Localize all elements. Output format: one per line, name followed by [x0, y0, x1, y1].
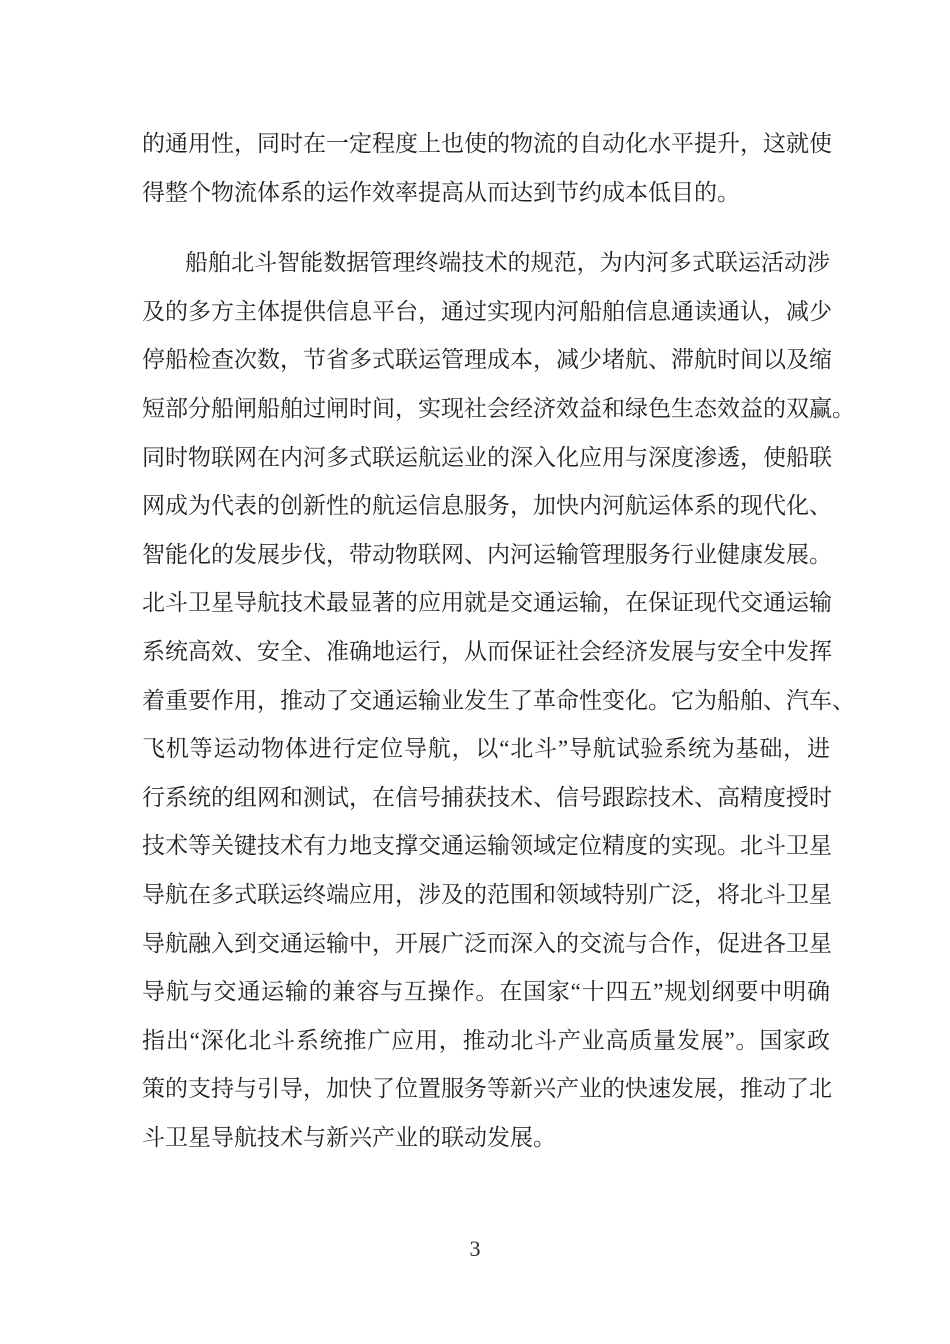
text-line: 智能化的发展步伐，带动物联网、内河运输管理服务行业健康发展。	[142, 541, 832, 567]
text-line: 及的多方主体提供信息平台，通过实现内河船舶信息通读通认，减少	[142, 298, 832, 324]
text-line: 得整个物流体系的运作效率提高从而达到节约成本低目的。	[142, 179, 740, 205]
text-line: 导航融入到交通运输中，开展广泛而深入的交流与合作，促进各卫星	[142, 930, 832, 956]
text-line: 飞机等运动物体进行定位导航，以“北斗”导航试验系统为基础，进	[142, 736, 830, 762]
text-line: 斗卫星导航技术与新兴产业的联动发展。	[142, 1124, 556, 1150]
text-line: 行系统的组网和测试，在信号捕获技术、信号跟踪技术、高精度授时	[142, 784, 832, 810]
text-line: 网成为代表的创新性的航运信息服务，加快内河航运体系的现代化、	[142, 493, 832, 519]
text-line: 北斗卫星导航技术最显著的应用就是交通运输，在保证现代交通运输	[142, 590, 832, 616]
text-line: 同时物联网在内河多式联运航运业的深入化应用与深度渗透，使船联	[142, 444, 832, 470]
text-line: 导航在多式联运终端应用，涉及的范围和领域特别广泛，将北斗卫星	[142, 881, 832, 907]
text-line: 指出“深化北斗系统推广应用，推动北斗产业高质量发展”。国家政	[142, 1027, 830, 1053]
body-text	[142, 120, 855, 1162]
text-line: 技术等关键技术有力地支撑交通运输领域定位精度的实现。北斗卫星	[142, 833, 832, 859]
paragraph-2	[142, 239, 855, 1162]
text-line: 停船检查次数，节省多式联运管理成本，减少堵航、滞航时间以及缩	[142, 347, 832, 373]
text-line: 策的支持与引导，加快了位置服务等新兴产业的快速发展，推动了北	[142, 1076, 832, 1102]
text-line: 短部分船闸船舶过闸时间，实现社会经济效益和绿色生态效益的双赢。	[142, 395, 855, 421]
page-number: 3	[469, 1236, 481, 1261]
text-line: 的通用性，同时在一定程度上也使的物流的自动化水平提升，这就使	[142, 131, 832, 156]
paragraph-1	[142, 120, 830, 217]
text-line: 导航与交通运输的兼容与互操作。在国家“十四五”规划纲要中明确	[142, 979, 830, 1005]
text-line: 船舶北斗智能数据管理终端技术的规范，为内河多式联运活动涉	[185, 250, 830, 276]
text-line: 着重要作用，推动了交通运输业发生了革命性变化。它为船舶、汽车、	[142, 687, 855, 713]
text-line: 系统高效、安全、准确地运行，从而保证社会经济发展与安全中发挥	[142, 638, 832, 664]
